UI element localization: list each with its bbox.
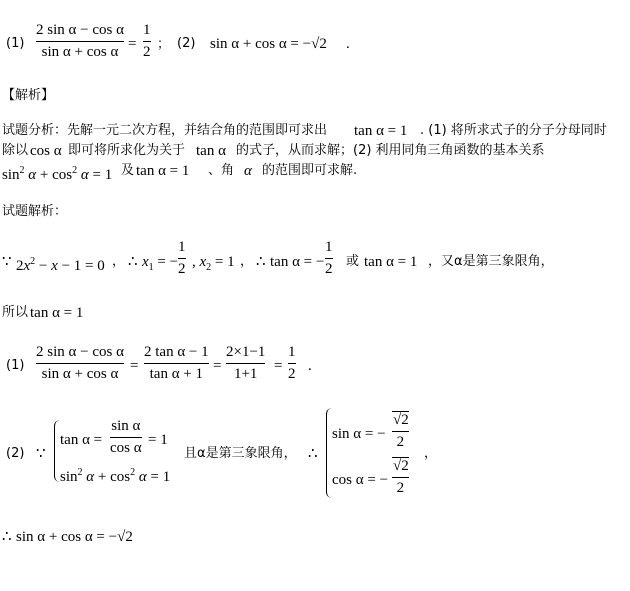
fraction-bar [36,41,124,42]
result-cos-fraction [392,457,409,497]
fraction-bar [144,363,209,364]
question-2-expression: sin α + cos α = −√2 [210,36,327,52]
question-1-value-den: 2 [143,44,151,60]
question-1-fraction [36,22,124,61]
or-text: 或 [346,254,360,269]
part-2-because: ∵ [36,446,46,462]
system-eq-1-left: tan α = [60,432,103,448]
question-separator: ； [157,37,171,52]
result-sin-den: 2 [396,434,405,450]
fraction-bar [288,363,296,364]
final-result: sin α + cos α = −√2 [16,529,133,545]
question-2-number: (2) [177,36,196,51]
analysis-line-3-math-1: $\sin^2 \alpha + \cos^2 \alpha = 1$ [2,165,113,183]
system-eq-1-num: sin α [111,418,141,434]
question-2-period: . [346,36,350,52]
part-2-therefore: ∴ [308,446,318,462]
analysis-line-1-text-2: . (1) 将所求式子的分子分母同时 [420,123,607,138]
question-1-value-num: 1 [143,22,151,38]
third-quadrant-condition: 且α是第三象限角， [184,446,297,461]
part-1-fraction-2 [144,344,209,383]
result-sin-fraction [392,411,409,451]
question-1-equals: = [128,36,137,52]
result-sin-num: √2 [393,412,409,428]
part-1-f4-num: 1 [288,344,296,360]
part-1-f3-den: 1+1 [233,366,258,382]
analysis-line-2-math-2: tan α [196,143,226,159]
result-cos-left: cos α = − [332,472,389,488]
root-x1-den: 2 [178,261,186,277]
therefore-symbol-2: ∴ [256,254,266,270]
part-1-f1-den: sin α + cos α [41,366,119,382]
part-1-f1-num: 2 sin α − cos α [36,344,124,360]
because-symbol: ∵ [2,254,12,270]
system-eq-1-den: cos α [110,440,142,456]
part-2-comma: ， [424,446,438,461]
system-eq-1-right: = 1 [148,432,168,448]
tan-value-2: tan α = 1 [364,254,418,270]
part-1-f2-num: 2 tan α − 1 [144,344,209,360]
fraction-bar [392,431,409,432]
part-1-f3-num: 2×1−1 [226,344,266,360]
analysis-line-3-text-2: 、角 [208,163,235,178]
analysis-line-3-text-3: 的范围即可求解. [262,163,358,178]
fraction-bar [392,477,409,478]
analysis-line-1-math: tan α = 1 [354,123,408,139]
third-quadrant-note: ，又α是第三象限角， [428,254,554,269]
tan-value-1: tan α = − [270,254,325,270]
part-1-f2-den: tan α + 1 [149,366,204,382]
fraction-bar [110,437,142,438]
result-cos-num: √2 [393,458,409,474]
system-eq-1-fraction [110,418,142,457]
so-tan-value: tan α = 1 [30,305,84,321]
part-1-fraction-4 [288,344,296,383]
analysis-line-3-math-3: α [244,163,252,179]
part-1-fraction-1 [36,344,124,383]
part-1-equals-2: = [213,358,222,374]
root-x1-num: 1 [178,239,186,255]
detail-heading: 试题解析： [2,204,68,219]
part-1-number: (1) [6,358,25,373]
question-1-denominator: sin α + cos α [41,44,119,60]
therefore-symbol: ∴ [128,254,138,270]
root-x1-label: $x_1$ = − [142,254,179,273]
tan-fraction-num: 1 [325,239,333,255]
tan-fraction-den: 2 [325,261,333,277]
analysis-line-2-math-1: cos α [30,143,62,159]
question-1-number: (1) [6,36,25,51]
analysis-line-3-math-2: tan α = 1 [136,163,190,179]
root-x1-fraction [178,239,186,278]
analysis-line-3-text: 及 [121,163,135,178]
fraction-bar [226,363,265,364]
comma-2: ， [240,254,254,269]
question-1-value [143,22,151,61]
fraction-bar [178,258,186,259]
part-1-f4-den: 2 [288,366,296,382]
analysis-line-1-text: 试题分析：先解一元二次方程，并结合角的范围即可求出 [2,123,328,138]
system-eq-2: $\sin^2 \alpha + \cos^2 \alpha = 1$ [60,467,171,485]
part-1-fraction-3 [226,344,265,383]
part-1-period: . [308,358,312,374]
quadratic-equation: $2x^2 - x - 1 = 0$ [16,256,105,274]
analysis-line-2-text: 除以 [2,143,29,158]
fraction-bar [36,363,124,364]
comma: ， [112,254,126,269]
analysis-line-2-text-3: 的式子，从而求解；(2) 利用同角三角函数的基本关系 [236,143,545,158]
root-x2: , $x_2 = 1$ [192,254,235,273]
question-1-numerator: 2 sin α − cos α [36,22,124,38]
so-text: 所以 [2,305,29,320]
tan-fraction [325,239,333,278]
part-1-equals-3: = [274,358,283,374]
part-2-number: (2) [6,446,25,461]
analysis-heading: 【解析】 [2,88,55,103]
final-therefore: ∴ [2,529,12,545]
fraction-bar [325,258,333,259]
fraction-bar [143,41,151,42]
part-1-equals-1: = [130,358,139,374]
result-cos-den: 2 [396,480,405,496]
analysis-line-2-text-2: 即可将所求化为关于 [68,143,186,158]
result-sin-left: sin α = − [332,426,386,442]
